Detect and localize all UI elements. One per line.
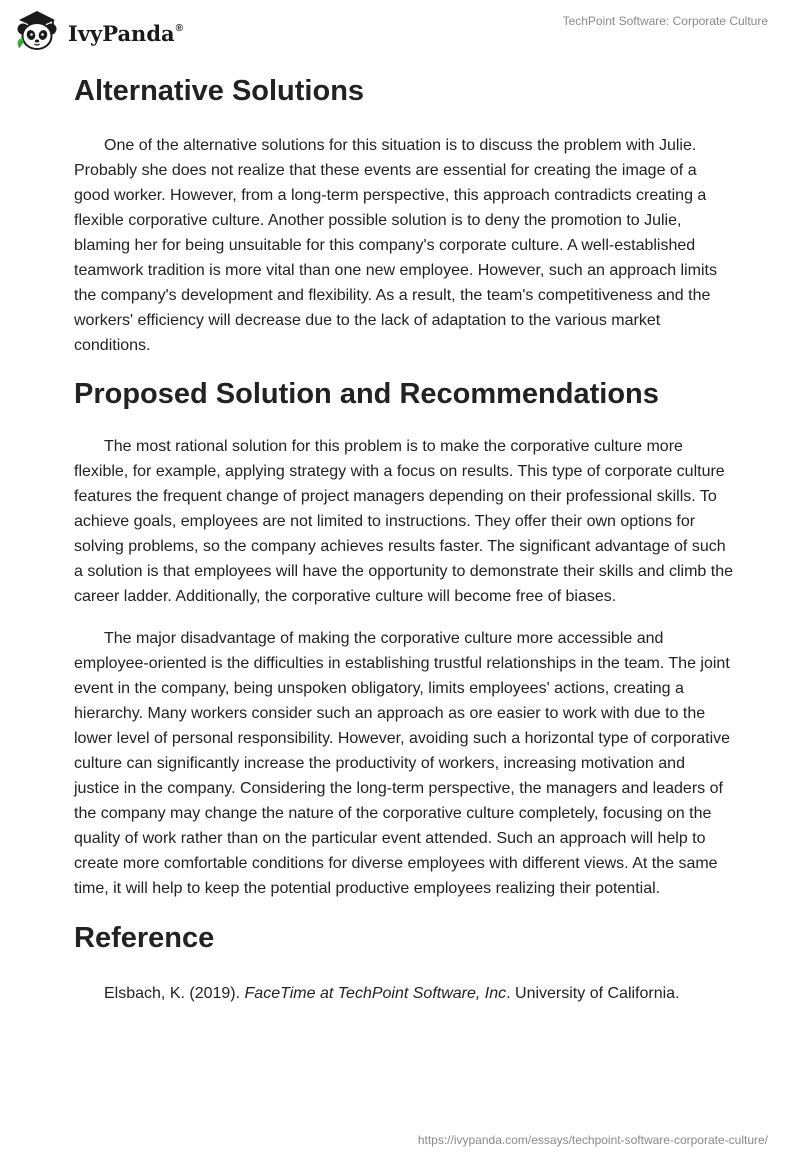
page-header xyxy=(0,0,800,56)
heading-reference: Reference xyxy=(74,922,215,954)
registered-mark: ® xyxy=(175,22,183,34)
heading-proposed-solution: Proposed Solution and Recommendations xyxy=(74,378,659,410)
reference-author: Elsbach, K. (2019). xyxy=(104,985,245,1002)
source-url[interactable]: https://ivypanda.com/essays/techpoint-software-corporate-culture/ xyxy=(417,1133,768,1147)
paragraph-alternative-solutions: One of the alternative solutions for this situation is to discuss the problem with Julie. Probably she does not realize that these events are essential for creating the image of a good worker. However, from a long-term perspective, this approach contradicts creating a flexible corporative culture. Another possible solution is to deny the promotion to Julie, blaming her for being unsuitable for this company's corporate culture. A well-established teamwork tradition is more vital than one new employee. However, such an approach limits the company's development and flexibility. As a result, the team's competitiveness and the workers' efficiency will decrease due to the lack of adaptation to the various market conditions. xyxy=(74,137,717,354)
reference-entry xyxy=(74,981,734,1006)
paragraph-proposed-solution-1: The most rational solution for this problem is to make the corporative culture more flexible, for example, applying strategy with a focus on results. This type of corporate culture features the frequent change of project managers depending on their professional skills. To achieve goals, employees are not limited to instructions. They offer their own options for solving problems, so the company achieves results faster. The significant advantage of such a solution is that employees will have the opportunity to demonstrate their skills and climb the career ladder. Additionally, the corporative culture will become free of biases. xyxy=(74,438,734,605)
panda-graduate-icon xyxy=(16,8,62,52)
document-title: TechPoint Software: Corporate Culture xyxy=(562,14,768,28)
heading-alternative-solutions: Alternative Solutions xyxy=(74,75,365,107)
ivypanda-logo[interactable] xyxy=(16,8,183,52)
essay-content xyxy=(74,72,734,1006)
logo-text: IvyPanda® xyxy=(68,20,183,46)
reference-title: FaceTime at TechPoint Software, Inc xyxy=(244,985,507,1002)
paragraph-proposed-solution-2: The major disadvantage of making the corporative culture more accessible and employee-oriented is the difficulties in establishing trustful relationships in the team. The joint event in the company, being unspoken obligatory, limits employees' actions, creating a hierarchy. Many workers consider such an approach as ore easier to work with due to the lower level of personal responsibility. However, avoiding such a horizontal type of corporative culture can significantly increase the productivity of workers, increasing motivation and justice in the company. Considering the long-term perspective, the managers and leaders of the company may change the nature of the corporative culture completely, focusing on the quality of work rather than on the particular event attended. Such an approach will help to create more comfortable conditions for diverse employees with different views. At the same time, it will help to keep the potential productive employees realizing their potential. xyxy=(74,630,731,897)
reference-publisher: . University of California. xyxy=(506,985,680,1002)
